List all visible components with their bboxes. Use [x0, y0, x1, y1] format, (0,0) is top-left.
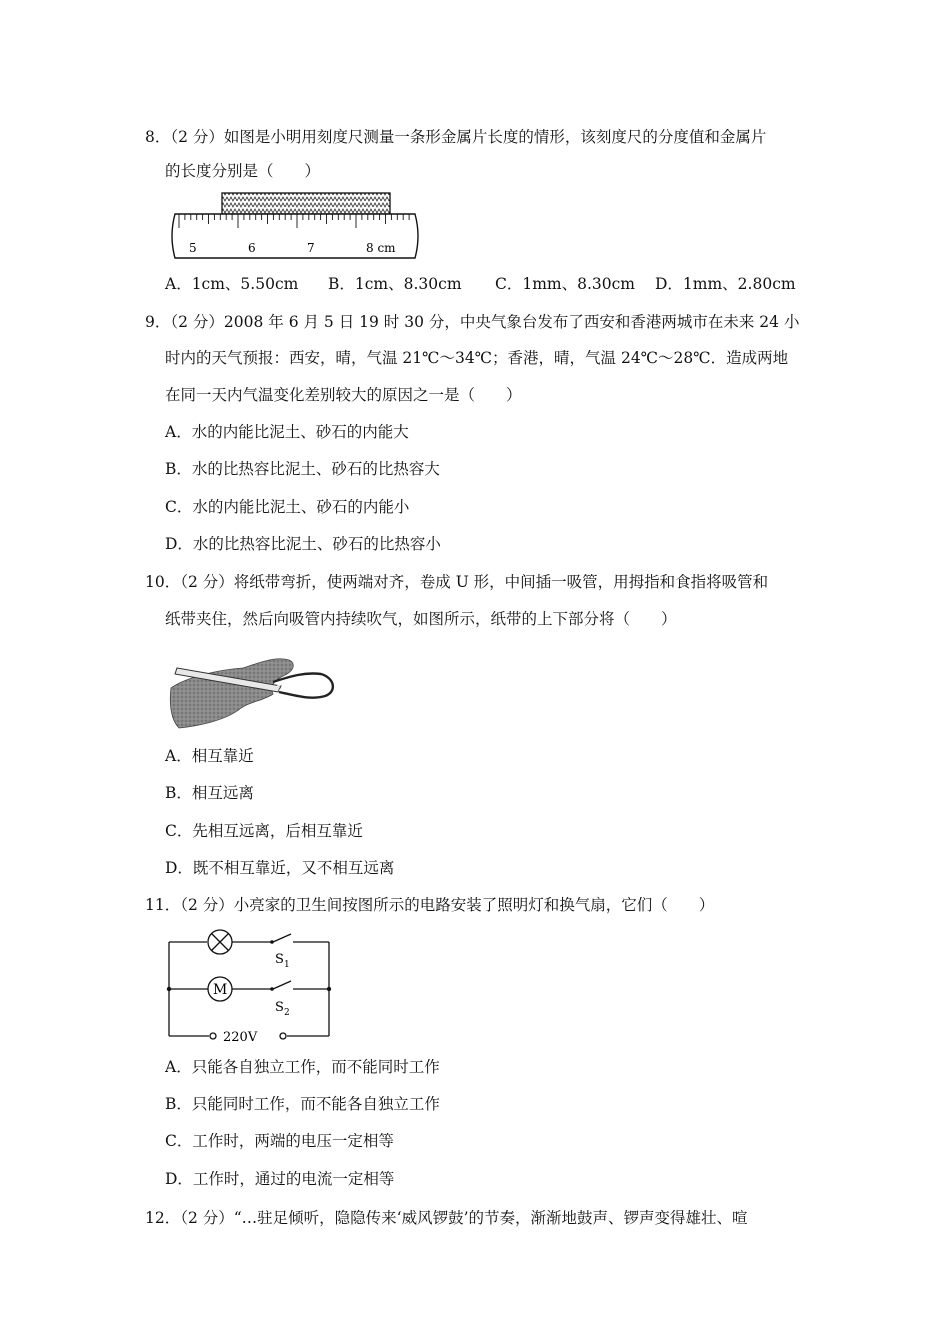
q10-option-c[interactable]: C．先相互远离，后相互靠近: [165, 822, 363, 840]
switch-s1-subscript: 1: [284, 960, 290, 970]
metal-strip: [222, 193, 390, 214]
q9-option-d[interactable]: D．水的比热容比泥土、砂石的比热容小: [165, 535, 441, 553]
q10-stem-line2: 纸带夹住，然后向吸管内持续吹气，如图所示，纸带的上下部分将（ ）: [165, 610, 677, 628]
switch-s1-label: S: [275, 952, 284, 967]
q11-option-a[interactable]: A．只能各自独立工作，而不能同时工作: [165, 1058, 440, 1076]
q8-option-c[interactable]: C．1mm、8.30cm: [495, 275, 636, 293]
circuit-diagram: [165, 928, 337, 1048]
terminal-left-icon: [210, 1033, 216, 1039]
terminal-right-icon: [280, 1033, 286, 1039]
q11-option-d[interactable]: D．工作时，通过的电流一定相等: [165, 1170, 395, 1188]
q9-option-c[interactable]: C．水的内能比泥土、砂石的内能小: [165, 498, 410, 516]
q10-stem-line1: 10．（2 分）将纸带弯折，使两端对齐，卷成 U 形，中间插一吸管，用拇指和食指将吸管和: [145, 573, 769, 591]
ruler-label-5: 5: [189, 241, 197, 255]
q11-stem-line1: 11．（2 分）小亮家的卫生间按图所示的电路安装了照明灯和换气扇，它们（ ）: [145, 896, 715, 914]
paper-loop-inner: [277, 681, 327, 693]
q10-option-d[interactable]: D．既不相互靠近，又不相互远离: [165, 859, 395, 877]
q11-option-b[interactable]: B．只能同时工作，而不能各自独立工作: [165, 1095, 440, 1113]
ruler-label-6: 6: [248, 241, 256, 255]
q8-option-b[interactable]: B．1cm、8.30cm: [328, 275, 462, 293]
q8-option-d[interactable]: D．1mm、2.80cm: [655, 275, 796, 293]
q8-stem-line2: 的长度分别是（ ）: [165, 162, 321, 180]
paper-loop: [273, 673, 333, 697]
switch-s1: [273, 934, 291, 942]
q8-option-a[interactable]: A．1cm、5.50cm: [165, 275, 299, 293]
hand-straw-figure: [165, 648, 340, 730]
switch-s2-subscript: 2: [284, 1008, 290, 1018]
q12-stem-line1: 12．（2 分）“…驻足倾听，隐隐传来‘威风锣鼓’的节奏，渐渐地鼓声、锣声变得雄壮、喧: [145, 1209, 748, 1227]
q8-options: [165, 274, 805, 294]
ruler-label-8cm: 8 cm: [366, 241, 396, 255]
switch-s2-label: S: [275, 1000, 284, 1015]
q10-option-b[interactable]: B．相互远离: [165, 784, 254, 802]
q9-stem-line1: 9．（2 分）2008 年 6 月 5 日 19 时 30 分，中央气象台发布了西安和香港两城市在未来 24 小: [145, 313, 800, 331]
junction-right: [327, 987, 331, 991]
q9-stem-line2: 时内的天气预报：西安，晴，气温 21℃～34℃；香港，晴，气温 24℃～28℃．造成两地: [165, 349, 789, 367]
q10-option-a[interactable]: A．相互靠近: [165, 747, 254, 765]
q9-option-b[interactable]: B．水的比热容比泥土、砂石的比热容大: [165, 460, 440, 478]
ruler-label-7: 7: [307, 241, 315, 255]
junction-left: [167, 987, 171, 991]
q11-option-c[interactable]: C．工作时，两端的电压一定相等: [165, 1132, 394, 1150]
motor-label: M: [213, 982, 228, 998]
hand-shape: [170, 659, 293, 728]
q8-stem-line1: 8．（2 分）如图是小明用刻度尺测量一条形金属片长度的情形，该刻度尺的分度值和金属片: [145, 128, 767, 146]
ruler-figure: [165, 190, 425, 264]
switch-s2: [273, 981, 291, 989]
voltage-label: 220V: [223, 1030, 258, 1045]
q9-stem-line3: 在同一天内气温变化差别较大的原因之一是（ ）: [165, 386, 522, 404]
q9-option-a[interactable]: A．水的内能比泥土、砂石的内能大: [165, 423, 409, 441]
